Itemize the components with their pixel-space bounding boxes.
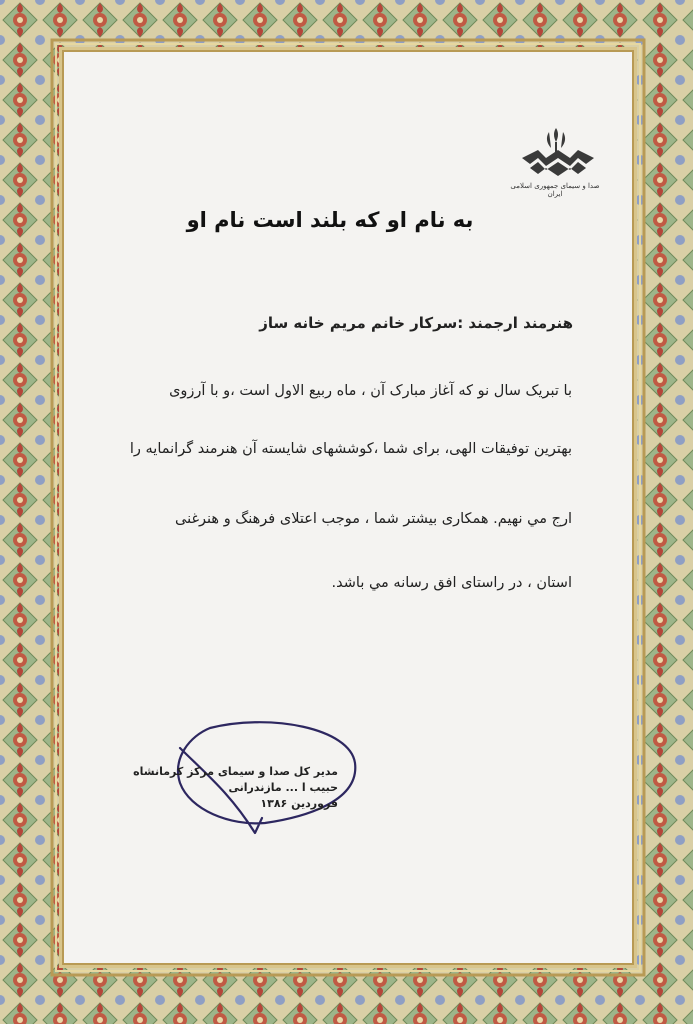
- signature-date: فروردین ۱۳۸۶: [260, 797, 338, 810]
- body-line-4: استان ، در راستای افق رسانه مي باشد.: [331, 575, 572, 591]
- body-line-2: بهترین توفیقات الهی، برای شما ،کوششهای شایسته آن هنرمند گرانمایه را: [129, 441, 572, 457]
- page-title: به نام او که بلند است نام او: [186, 208, 474, 232]
- logo-caption: صدا و سیمای جمهوری اسلامی ایران: [510, 182, 600, 198]
- addressee-line: هنرمند ارجمند :سرکار خانم مریم خانه ساز: [259, 314, 573, 332]
- signatory-title: مدیر کل صدا و سیمای مرکز کرمانشاه: [133, 765, 338, 778]
- body-line-1: با تبریک سال نو که آغاز مبارک آن ، ماه ربیع الاول است ،و با آرزوی: [169, 383, 572, 399]
- signatory-name: حبیب ا ... مازندرانی: [228, 781, 338, 794]
- body-line-3: ارج مي نهیم. همکاری بیشتر شما ، موجب اعتلای فرهنگ و هنرغنی: [175, 511, 572, 527]
